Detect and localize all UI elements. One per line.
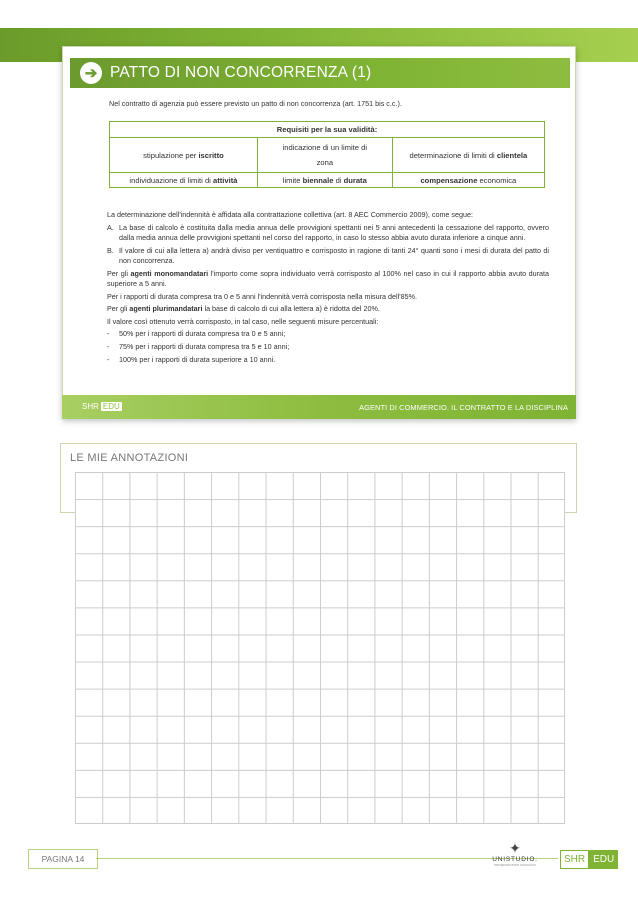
table-cell: compensazione economica — [392, 173, 544, 188]
list-item: - 50% per i rapporti di durata compresa tra 0 e 5 anni; — [107, 329, 286, 339]
list-item: - 100% per i rapporti di durata superiore a 10 anni. — [107, 354, 276, 364]
table-cell: stipulazione per iscritto — [110, 138, 258, 173]
table-cell: limite biennale di durata — [257, 173, 392, 188]
unistudio-logo: ✦ UNISTUDIO. PROFESSIONISTI ASSOCIATI — [482, 840, 548, 876]
paragraph: Per gli agenti plurimandatari la base di calcolo di cui alla lettera a) è ridotta del 20%. — [107, 304, 380, 314]
table-cell: individuazione di limiti di attività — [110, 173, 258, 188]
list-item: A. La base di calcolo è costituita dalla media annua delle provvigioni spettanti nei 5 anni antecedenti la cessazione del rapporto, ovvero dalla media annua delle provvigioni spettanti nel corso del rapporto, in caso lo stesso abbia avuto durata inferiore a cinque anni. — [107, 222, 549, 242]
requirements-table — [109, 121, 545, 188]
section-title: PATTO DI NON CONCORRENZA (1) — [110, 64, 372, 81]
section-header — [70, 58, 570, 88]
table-cell: indicazione di un limite di zona — [257, 138, 392, 173]
paragraph: Il valore così ottenuto verrà corrisposto, in tal caso, nelle seguenti misure percentuali: — [107, 316, 379, 326]
star-swirl-icon: ✦ — [509, 840, 521, 856]
paragraph: Per gli agenti monomandatari l'importo come sopra individuato verrà corrisposto al 100% nel caso in cui il rapporto abbia avuto durata superiore a 5 anni. — [107, 268, 549, 288]
list-item: B. Il valore di cui alla lettera a) andrà diviso per ventiquattro e corrisposto in ragione di tanti 24° quanti sono i mesi di durata del patto di non concorrenza. — [107, 245, 549, 265]
paragraph: Per i rapporti di durata compresa tra 0 e 5 anni l'indennità verrà corrisposta nella misura dell'85%. — [107, 291, 417, 301]
notes-grid[interactable] — [75, 472, 565, 824]
card-footer-title: AGENTI DI COMMERCIO. IL CONTRATTO E LA DISCIPLINA — [359, 403, 568, 412]
list-item: - 75% per i rapporti di durata compresa tra 5 e 10 anni; — [107, 341, 290, 351]
intro-text: Nel contratto di agenzia può essere previsto un patto di non concorrenza (art. 1751 bis c.c.). — [109, 99, 402, 108]
page-number: PAGINA 14 — [28, 849, 98, 869]
body-text — [107, 210, 549, 367]
table-cell: determinazione di limiti di clientela — [392, 138, 544, 173]
shr-edu-logo: SHR EDU — [560, 848, 618, 870]
table-header: Requisiti per la sua validità: — [110, 122, 545, 138]
paragraph: La determinazione dell'indennità è affidata alla contrattazione collettiva (art. 8 AEC Commercio 2009), come segue: — [107, 210, 474, 219]
notes-title: LE MIE ANNOTAZIONI — [70, 452, 189, 464]
card-footer-logo: SHR EDU — [82, 402, 120, 411]
arrow-right-circle-icon: ➔ — [80, 62, 102, 84]
